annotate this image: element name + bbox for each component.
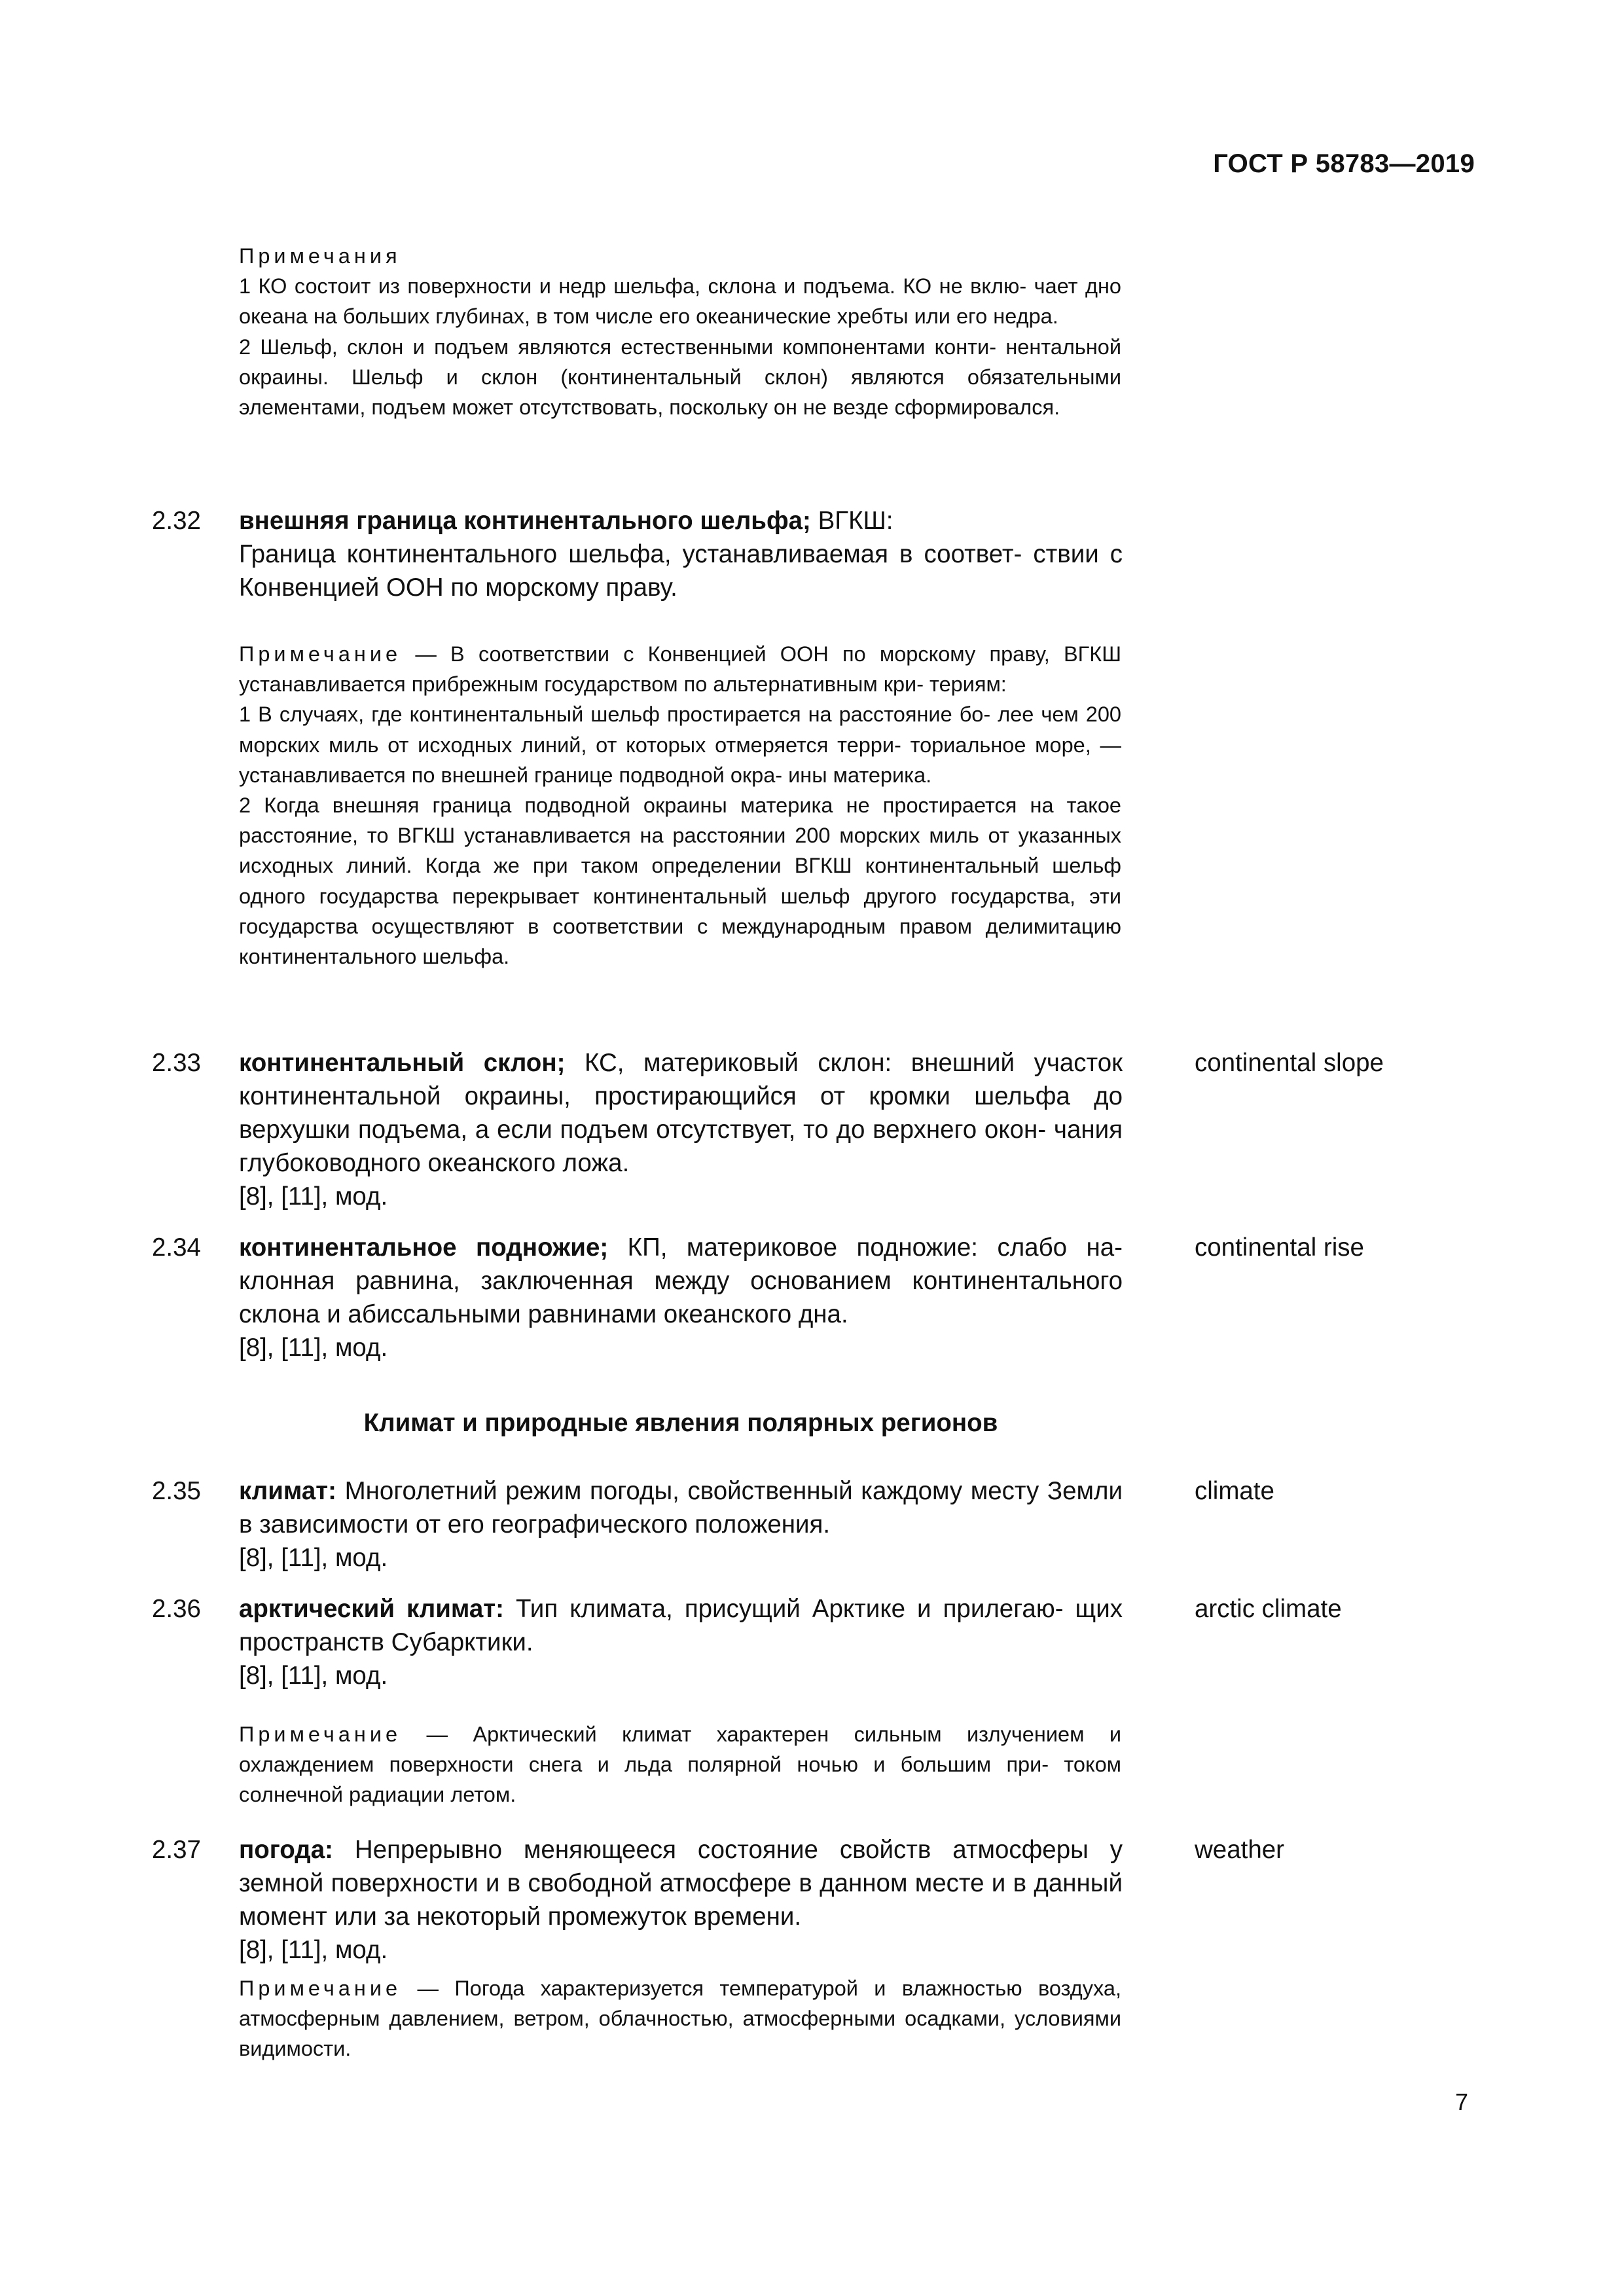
english-equivalent: continental slope xyxy=(1195,1049,1384,1077)
english-equivalent: arctic climate xyxy=(1195,1595,1342,1623)
english-equivalent: climate xyxy=(1195,1477,1274,1505)
term-name: континентальный склон; xyxy=(239,1049,566,1077)
term-definition: КП, материковое подножие: слабо на- клонная равнина, заключенная между основанием континентального склона и абиссальными равнинами океанского дна. xyxy=(239,1233,1123,1328)
term-definition: Многолетний режим погоды, свойственный каждому месту Земли в зависимости от его географического положения. xyxy=(239,1477,1123,1539)
note-text: — В соответствии с Конвенцией ООН по морскому праву, ВГКШ устанавливается прибрежным государством по альтернативным кри- териям: xyxy=(239,642,1121,697)
term-number: 2.35 xyxy=(152,1477,201,1505)
note-item: 1 КО состоит из поверхности и недр шельфа, склона и подъема. КО не вклю- чает дно океана на больших глубинах, в том числе его океанические хребты или его недра. xyxy=(239,274,1121,329)
page-number: 7 xyxy=(1454,2088,1468,2115)
english-equivalent: continental rise xyxy=(1195,1233,1364,1262)
term-entry xyxy=(239,504,1123,604)
term-source: [8], [11], мод. xyxy=(239,1334,388,1362)
term-source: [8], [11], мод. xyxy=(239,1662,388,1690)
term-note xyxy=(239,1719,1121,1810)
term-definition: Непрерывно меняющееся состояние свойств атмосферы у земной поверхности и в свободной атмосфере в данном месте и в данный момент или за некоторый промежуток времени. xyxy=(239,1836,1123,1931)
document-code: ГОСТ Р 58783—2019 xyxy=(1213,149,1475,178)
term-abbr: ВГКШ: xyxy=(810,507,893,535)
term-source: [8], [11], мод. xyxy=(239,1544,388,1572)
term-definition: Граница континентального шельфа, устанавливаемая в соответ- ствии с Конвенцией ООН по морскому праву. xyxy=(239,540,1123,602)
term-entry xyxy=(239,1833,1123,1967)
note-item: 2 Шельф, склон и подъем являются естественными компонентами конти- нентальной окраины. Шельф и склон (континентальный склон) являются обязательными элементами, подъем может отсутствовать, поскольку он не везде сформировался. xyxy=(239,335,1121,420)
term-definition: КС, материковый склон: внешний участок континентальной окраины, простирающийся от кромки шельфа до верхушки подъема, а если подъем отсутствует, то до верхнего окон- чания глубоководного океанского ложа. xyxy=(239,1049,1123,1177)
term-number: 2.37 xyxy=(152,1836,201,1864)
term-number: 2.33 xyxy=(152,1049,201,1077)
term-number: 2.34 xyxy=(152,1233,201,1262)
term-definition: Тип климата, присущий Арктике и прилегаю- щих пространств Субарктики. xyxy=(239,1595,1123,1656)
term-entry xyxy=(239,1592,1123,1692)
term-note xyxy=(239,1973,1121,2064)
notes-label: Примечания xyxy=(239,244,401,268)
term-entry xyxy=(239,1046,1123,1213)
term-source: [8], [11], мод. xyxy=(239,1936,388,1964)
note-label: Примечание xyxy=(239,1722,402,1746)
term-name: погода: xyxy=(239,1836,333,1864)
note-item: 1 В случаях, где континентальный шельф простирается на расстояние бо- лее чем 200 морских миль от исходных линий, от которых отмеряется терри- ториальное море, — устанавливается по внешней границе подводной окра- ины материка. xyxy=(239,702,1121,787)
term-name: арктический климат: xyxy=(239,1595,504,1623)
note-label: Примечание xyxy=(239,1977,402,2000)
note-label: Примечание xyxy=(239,642,402,666)
note-text: — Арктический климат характерен сильным излучением и охлаждением поверхности снега и льда полярной ночью и большим при- током солнечной радиации летом. xyxy=(239,1722,1121,1807)
term-number: 2.32 xyxy=(152,507,201,535)
term-source: [8], [11], мод. xyxy=(239,1182,388,1211)
note-item: 2 Когда внешняя граница подводной окраины материка не простирается на такое расстояние, то ВГКШ устанавливается на расстоянии 200 морских миль от указанных исходных линий. Когда же при таком определении ВГКШ континентальный шельф одного государства перекрывает континентальный шельф другого государства, эти государства осуществляют в соответствии с международным правом делимитацию континентального шельфа. xyxy=(239,793,1121,969)
note-text: — Погода характеризуется температурой и влажностью воздуха, атмосферным давлением, ветром, облачностью, атмосферными осадками, условиями видимости. xyxy=(239,1977,1121,2061)
term-note xyxy=(239,639,1121,972)
term-name: внешняя граница континентального шельфа; xyxy=(239,507,811,535)
term-entry xyxy=(239,1231,1123,1364)
term-name: континентальное подножие; xyxy=(239,1233,609,1262)
section-title: Климат и природные явления полярных регионов xyxy=(363,1409,998,1437)
term-entry xyxy=(239,1474,1123,1575)
notes-block xyxy=(239,241,1121,422)
english-equivalent: weather xyxy=(1195,1836,1284,1864)
term-name: климат: xyxy=(239,1477,336,1505)
term-number: 2.36 xyxy=(152,1595,201,1623)
